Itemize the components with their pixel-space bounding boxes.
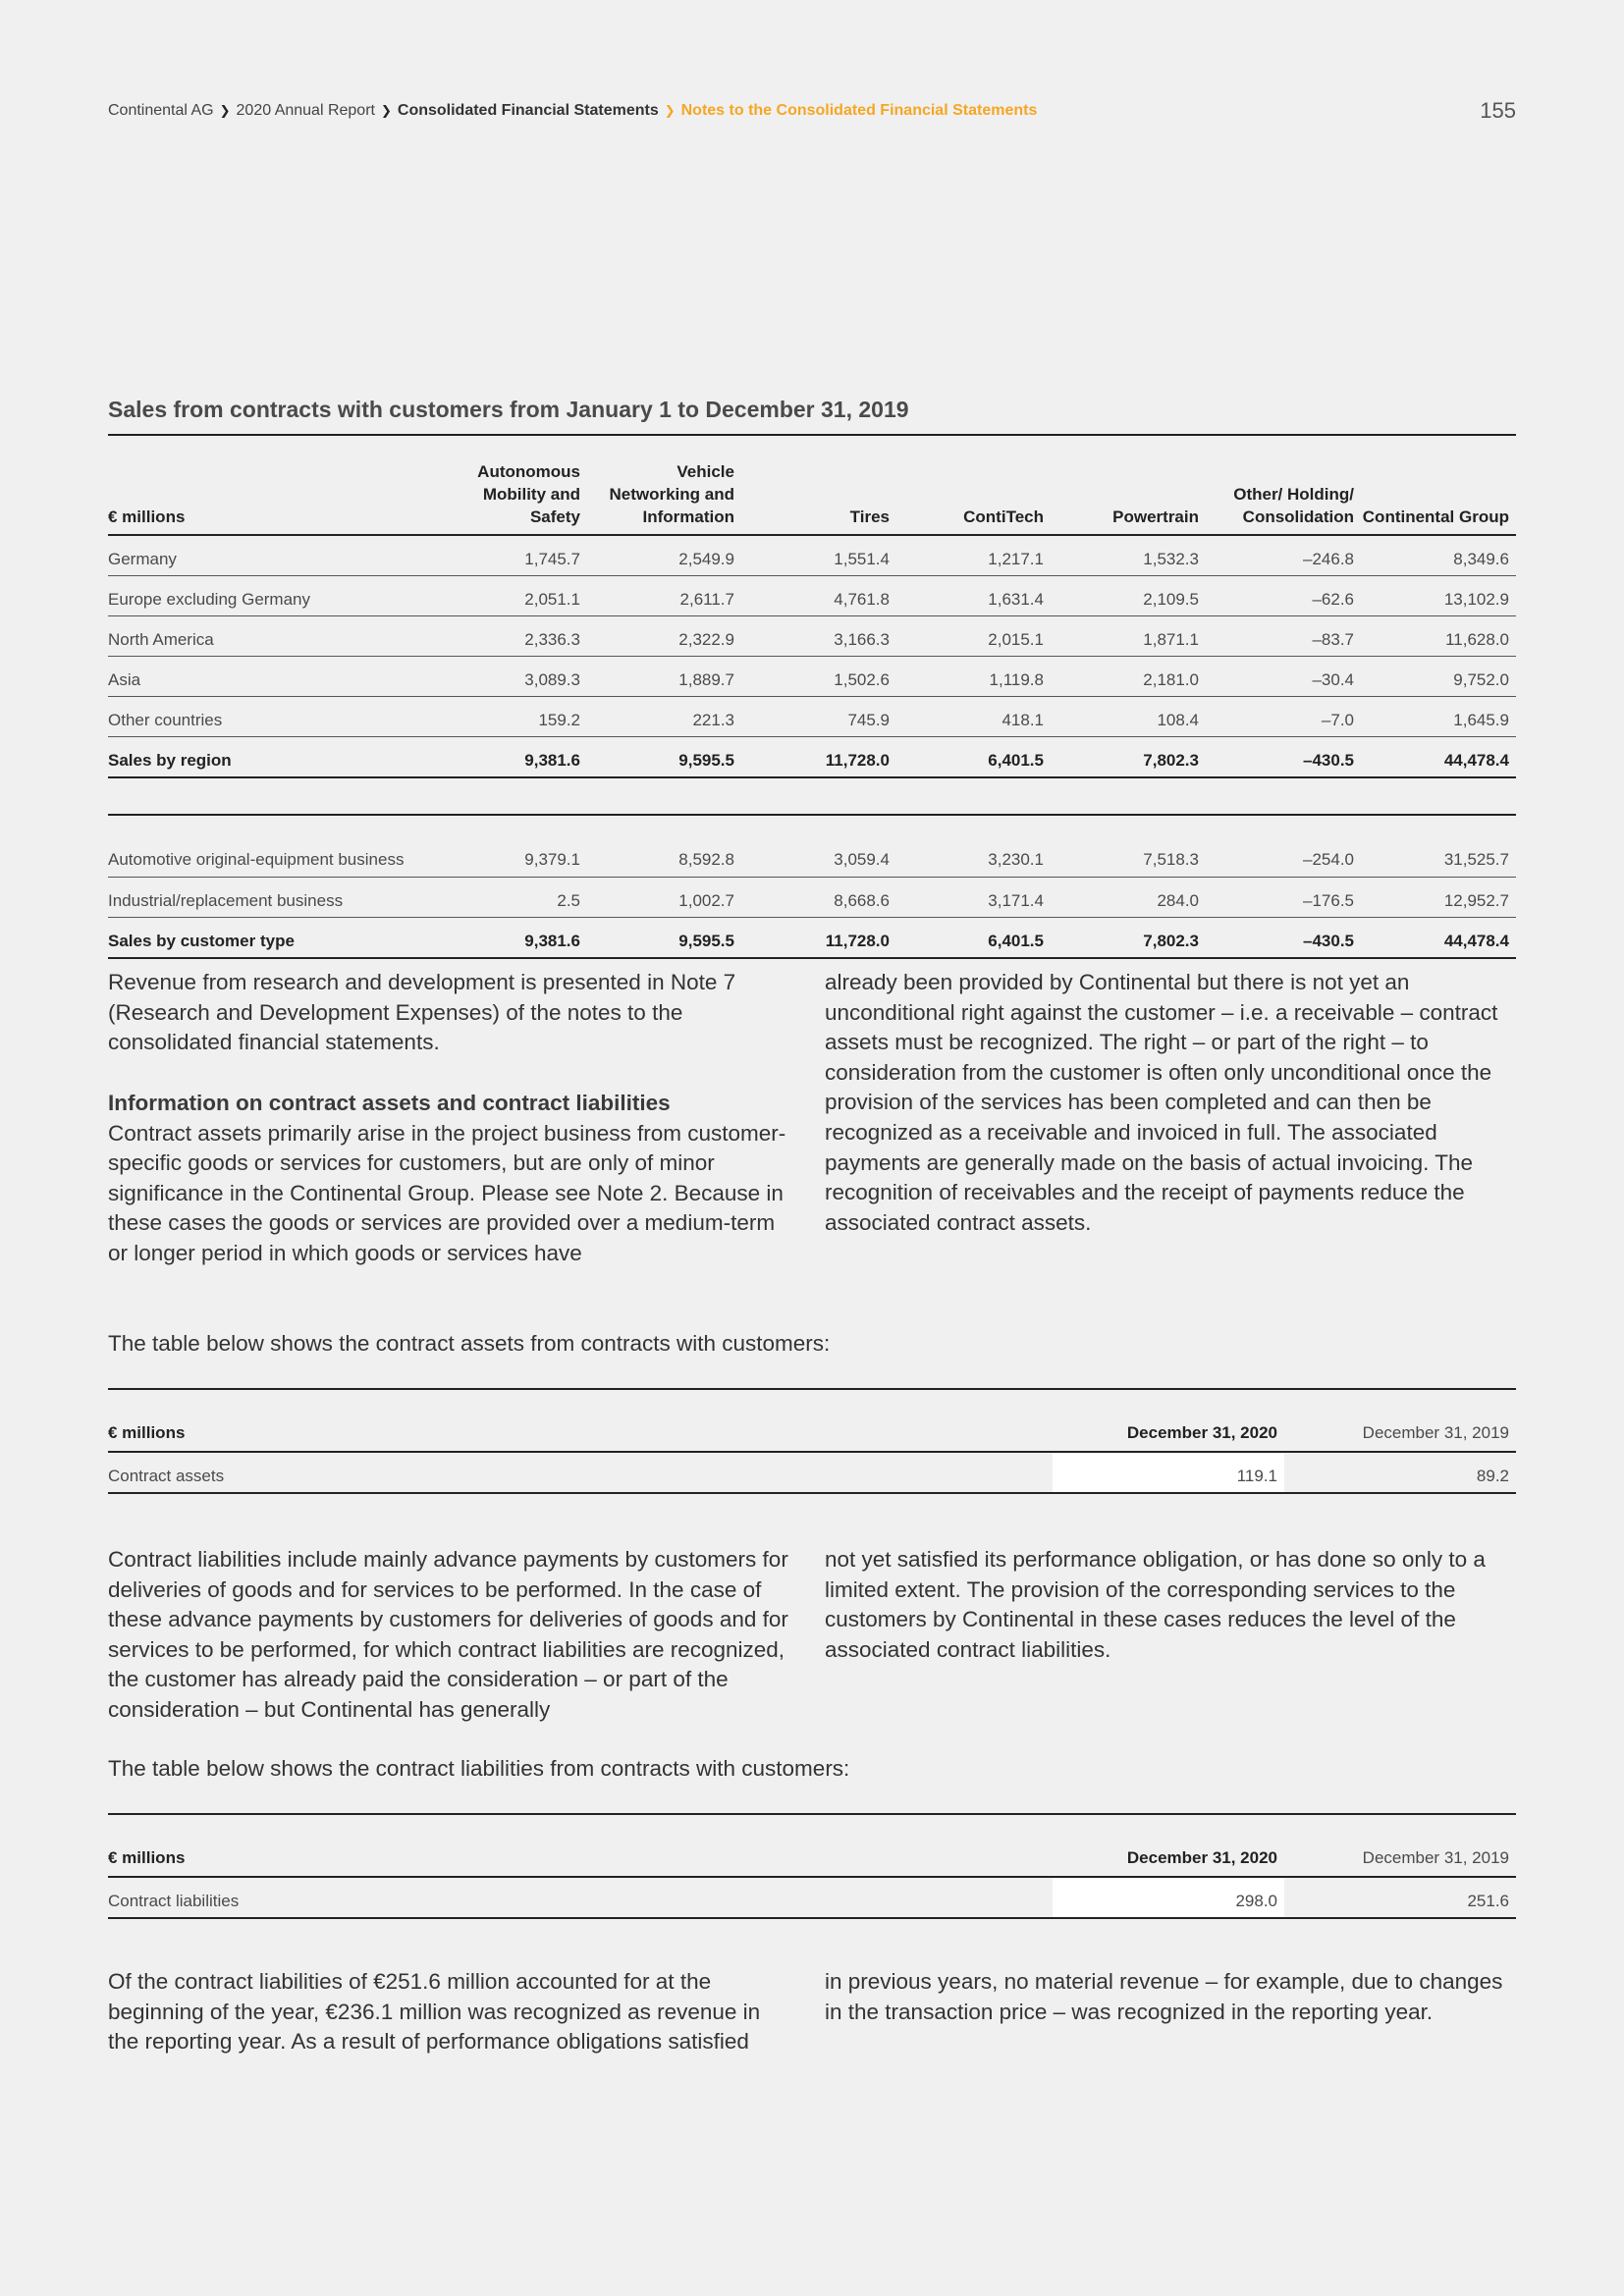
table-cell: –176.5: [1206, 878, 1361, 918]
table-row: [108, 616, 1516, 657]
table-total-row: [108, 918, 1516, 959]
table-cell: 159.2: [460, 697, 587, 737]
paragraph-revenue-recognized-cont: in previous years, no material revenue – for example, due to changes in the transaction price – was recognized in the reporting year.: [825, 1969, 1503, 2024]
table-cell: 1,889.7: [587, 657, 741, 697]
table-row: [108, 576, 1516, 616]
row-label: Other countries: [108, 697, 460, 737]
sales-table-title: Sales from contracts with customers from January 1 to December 31, 2019: [108, 397, 909, 422]
table-cell: 7,802.3: [1051, 918, 1206, 959]
column-header: Vehicle Networking and Information: [587, 435, 741, 535]
table-cell: 1,217.1: [896, 535, 1051, 576]
paragraph-contract-liabilities-cont: not yet satisfied its performance obligation, or has done so only to a limited extent. The provision of the corresponding services to the customers by Continental in these cases reduces the level of the associated contract liabilities.: [825, 1547, 1486, 1662]
table-cell: 2,336.3: [460, 616, 587, 657]
row-label: Asia: [108, 657, 460, 697]
table-cell: –62.6: [1206, 576, 1361, 616]
table-cell: –30.4: [1206, 657, 1361, 697]
table-cell: 3,230.1: [896, 815, 1051, 878]
table-row: [108, 815, 1516, 878]
breadcrumb-company[interactable]: Continental AG: [108, 102, 214, 119]
table-cell: 2,015.1: [896, 616, 1051, 657]
table-cell: 9,752.0: [1361, 657, 1516, 697]
table-cell: 8,592.8: [587, 815, 741, 878]
column-header: December 31, 2020: [1053, 1814, 1284, 1877]
table-cell: 4,761.8: [741, 576, 896, 616]
chevron-right-icon: ❯: [664, 103, 676, 118]
table-header-row: [108, 435, 1516, 535]
row-label: Sales by region: [108, 737, 460, 778]
table-cell: –430.5: [1206, 918, 1361, 959]
table-cell: 3,171.4: [896, 878, 1051, 918]
table-cell: 44,478.4: [1361, 918, 1516, 959]
table-cell: 12,952.7: [1361, 878, 1516, 918]
cell-previous: 89.2: [1284, 1452, 1516, 1493]
column-header: € millions: [108, 435, 460, 535]
table-cell: –83.7: [1206, 616, 1361, 657]
table-cell: 1,502.6: [741, 657, 896, 697]
table-cell: 11,628.0: [1361, 616, 1516, 657]
contract-assets-table: [108, 1388, 1516, 1494]
table-cell: 418.1: [896, 697, 1051, 737]
table-row: [108, 1452, 1516, 1493]
table-cell: 1,871.1: [1051, 616, 1206, 657]
contract-liabilities-table: [108, 1813, 1516, 1919]
table-cell: 2,051.1: [460, 576, 587, 616]
row-label: Automotive original-equipment business: [108, 815, 460, 878]
table-cell: 1,119.8: [896, 657, 1051, 697]
paragraph-rnd: Revenue from research and development is presented in Note 7 (Research and Development Expenses) of the notes to the consolidated financial statements.: [108, 970, 736, 1055]
breadcrumb-report[interactable]: 2020 Annual Report: [236, 102, 375, 119]
table-cell: 8,668.6: [741, 878, 896, 918]
column-header: Powertrain: [1051, 435, 1206, 535]
table-cell: –254.0: [1206, 815, 1361, 878]
contract-section: [108, 1089, 795, 1269]
table-cell: 1,631.4: [896, 576, 1051, 616]
table-header-row: [108, 1389, 1516, 1452]
table-cell: –246.8: [1206, 535, 1361, 576]
spacer-cell: [108, 777, 1516, 815]
table-cell: 745.9: [741, 697, 896, 737]
table-cell: 11,728.0: [741, 918, 896, 959]
table-cell: 2,181.0: [1051, 657, 1206, 697]
table-cell: 6,401.5: [896, 918, 1051, 959]
table-cell: 2,611.7: [587, 576, 741, 616]
chevron-right-icon: ❯: [219, 103, 231, 118]
chevron-right-icon: ❯: [380, 103, 392, 118]
table-row: [108, 535, 1516, 576]
page-number: 155: [1480, 98, 1516, 123]
table-cell: 6,401.5: [896, 737, 1051, 778]
column-header: Tires: [741, 435, 896, 535]
row-label: Industrial/replacement business: [108, 878, 460, 918]
table-cell: 1,551.4: [741, 535, 896, 576]
row-label: Germany: [108, 535, 460, 576]
intro-assets: The table below shows the contract assets from contracts with customers:: [108, 1331, 831, 1356]
intro-liabilities: The table below shows the contract liabilities from contracts with customers:: [108, 1756, 850, 1781]
column-header: € millions: [108, 1389, 1053, 1452]
row-label: Sales by customer type: [108, 918, 460, 959]
table-cell: 11,728.0: [741, 737, 896, 778]
table-cell: 8,349.6: [1361, 535, 1516, 576]
table-cell: 1,532.3: [1051, 535, 1206, 576]
column-header: Autonomous Mobility and Safety: [460, 435, 587, 535]
table-cell: 221.3: [587, 697, 741, 737]
table-header-row: [108, 1814, 1516, 1877]
row-label: Contract assets: [108, 1452, 1053, 1493]
table-cell: 3,059.4: [741, 815, 896, 878]
table-cell: 1,002.7: [587, 878, 741, 918]
column-header: December 31, 2020: [1053, 1389, 1284, 1452]
table-cell: 44,478.4: [1361, 737, 1516, 778]
table-cell: 3,166.3: [741, 616, 896, 657]
table-cell: 9,381.6: [460, 737, 587, 778]
column-header: Continental Group: [1361, 435, 1516, 535]
breadcrumb-notes[interactable]: Notes to the Consolidated Financial Statements: [680, 102, 1038, 119]
breadcrumb-statements[interactable]: Consolidated Financial Statements: [397, 102, 659, 119]
table-row: [108, 697, 1516, 737]
paragraph-revenue-recognized: Of the contract liabilities of €251.6 million accounted for at the beginning of the year, €236.1 million was recognized as revenue in the reporting year. As a result of performance obligations satisfied: [108, 1969, 761, 2055]
table-cell: 31,525.7: [1361, 815, 1516, 878]
table-row: [108, 1877, 1516, 1918]
table-cell: 2,109.5: [1051, 576, 1206, 616]
column-header: Other/ Holding/ Consolidation: [1206, 435, 1361, 535]
cell-current: 298.0: [1053, 1877, 1284, 1918]
table-cell: 9,381.6: [460, 918, 587, 959]
column-header: ContiTech: [896, 435, 1051, 535]
row-label: Contract liabilities: [108, 1877, 1053, 1918]
table-cell: 13,102.9: [1361, 576, 1516, 616]
table-cell: 7,802.3: [1051, 737, 1206, 778]
table-spacer-row: [108, 777, 1516, 815]
breadcrumb: [108, 98, 1516, 123]
table-row: [108, 657, 1516, 697]
table-cell: 2.5: [460, 878, 587, 918]
table-cell: –7.0: [1206, 697, 1361, 737]
table-row: [108, 878, 1516, 918]
table-cell: 108.4: [1051, 697, 1206, 737]
section-heading: Information on contract assets and contract liabilities: [108, 1091, 671, 1115]
cell-current: 119.1: [1053, 1452, 1284, 1493]
table-cell: 1,645.9: [1361, 697, 1516, 737]
table-cell: 3,089.3: [460, 657, 587, 697]
paragraph-contract-assets: Contract assets primarily arise in the project business from customer-specific goods or services for customers, but are only of minor significance in the Continental Group. Please see Note 2. Because in these cases the goods or services are provided over a medium-term or longer period in which goods or services have: [108, 1120, 786, 1265]
table-cell: 9,595.5: [587, 918, 741, 959]
table-cell: 7,518.3: [1051, 815, 1206, 878]
sales-table: [108, 434, 1516, 959]
table-cell: 2,549.9: [587, 535, 741, 576]
cell-previous: 251.6: [1284, 1877, 1516, 1918]
paragraph-contract-liabilities: Contract liabilities include mainly advance payments by customers for deliveries of goods and for services to be performed. In the case of these advance payments by customers for deliveries of goods and for services to be performed, for which contract liabilities are recognized, the customer has already paid the consideration – or part of the consideration – but Continental has generally: [108, 1547, 788, 1722]
paragraph-contract-assets-cont: already been provided by Continental but there is not yet an unconditional right against the customer – i.e. a receivable – contract assets must be recognized. The right – or part of the right – to consideration from the customer is often only unconditional once the provision of the services has been completed and can then be recognized as a receivable and invoiced in full. The associated payments are generally made on the basis of actual invoicing. The recognition of receivables and the receipt of payments reduce the associated contract assets.: [825, 970, 1498, 1235]
row-label: Europe excluding Germany: [108, 576, 460, 616]
table-cell: –430.5: [1206, 737, 1361, 778]
column-header: € millions: [108, 1814, 1053, 1877]
table-cell: 2,322.9: [587, 616, 741, 657]
table-cell: 1,745.7: [460, 535, 587, 576]
table-cell: 9,595.5: [587, 737, 741, 778]
column-header: December 31, 2019: [1284, 1389, 1516, 1452]
table-total-row: [108, 737, 1516, 778]
table-cell: 284.0: [1051, 878, 1206, 918]
column-header: December 31, 2019: [1284, 1814, 1516, 1877]
table-cell: 9,379.1: [460, 815, 587, 878]
row-label: North America: [108, 616, 460, 657]
